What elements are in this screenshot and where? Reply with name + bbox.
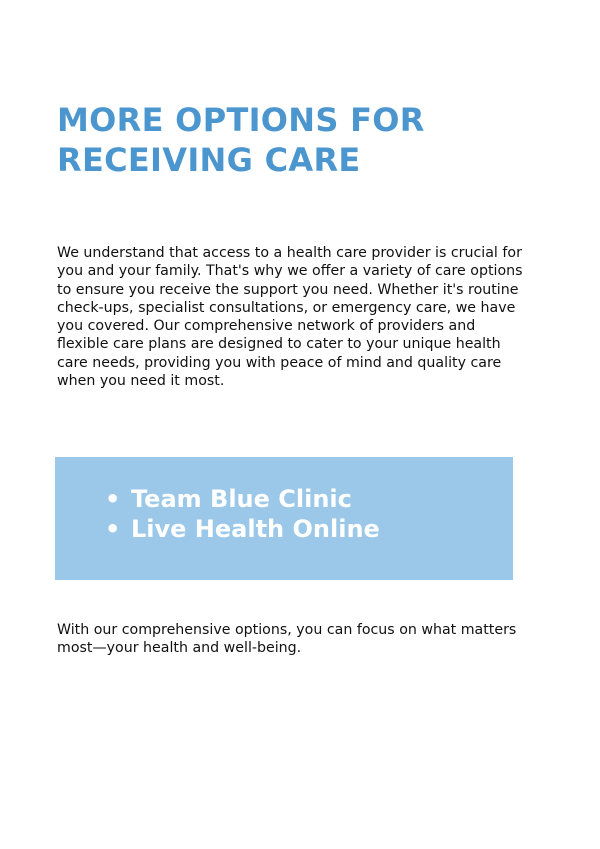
care-options-box xyxy=(55,457,513,580)
page-title-line-1: MORE OPTIONS FOR xyxy=(57,101,425,139)
bullet-icon: • xyxy=(105,485,121,513)
page-title-line-2: RECEIVING CARE xyxy=(57,141,361,179)
page-title xyxy=(57,100,517,180)
care-option-live-health-online xyxy=(105,514,380,544)
intro-line: when you need it most. xyxy=(57,373,225,390)
care-option-label: Team Blue Clinic xyxy=(131,485,352,513)
intro-line: you covered. Our comprehensive network of providers and xyxy=(57,318,476,335)
intro-line: to ensure you receive the support you need. Whether it's routine xyxy=(57,281,519,298)
intro-paragraph xyxy=(57,244,527,390)
care-options-list xyxy=(105,484,380,544)
closing-line: With our comprehensive options, you can focus on what matters xyxy=(57,622,517,638)
care-option-label: Live Health Online xyxy=(131,515,380,543)
intro-line: check-ups, specialist consultations, or emergency care, we have xyxy=(57,299,516,316)
care-option-team-blue-clinic xyxy=(105,484,380,514)
bullet-icon: • xyxy=(105,515,121,543)
closing-line: most—your health and well-being. xyxy=(57,640,302,657)
intro-line: care needs, providing you with peace of mind and quality care xyxy=(57,354,502,371)
closing-paragraph xyxy=(57,621,537,658)
intro-line: We understand that access to a health care provider is crucial for xyxy=(57,245,522,261)
intro-line: flexible care plans are designed to cater to your unique health xyxy=(57,336,501,353)
intro-line: you and your family. That's why we offer a variety of care options xyxy=(57,263,523,280)
